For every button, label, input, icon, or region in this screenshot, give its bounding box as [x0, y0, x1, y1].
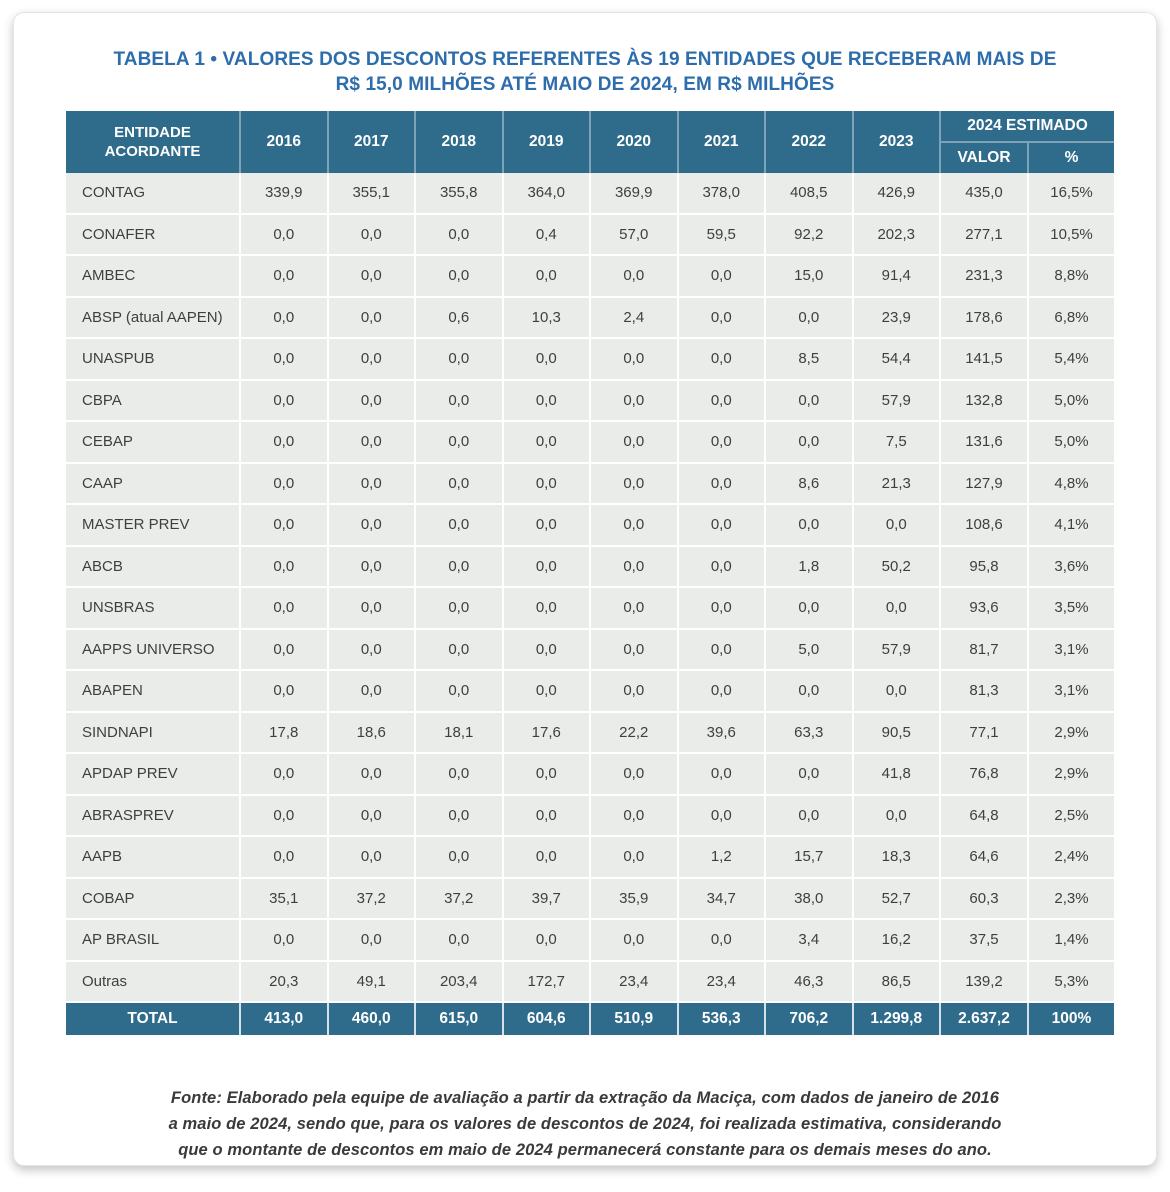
value-cell: 2,9%: [1029, 713, 1114, 755]
value-cell: 23,4: [679, 962, 767, 1004]
source-note-line2: a maio de 2024, sendo que, para os valores de descontos de 2024, foi realizada estimativa, considerando: [168, 1115, 1002, 1133]
source-note: [14, 1085, 1156, 1163]
value-cell: 0,0: [679, 298, 767, 340]
value-cell: 0,0: [241, 671, 329, 713]
entity-header-line1: ENTIDADE: [114, 124, 191, 141]
value-cell: 0,0: [329, 422, 417, 464]
year-header-2023: 2023: [854, 111, 942, 173]
value-cell: 0,0: [504, 381, 592, 423]
value-cell: 0,0: [504, 630, 592, 672]
value-cell: 0,0: [416, 796, 504, 838]
value-cell: 0,0: [241, 588, 329, 630]
entity-cell: ABRASPREV: [66, 796, 241, 838]
year-header-2018: 2018: [416, 111, 504, 173]
value-cell: 0,0: [679, 339, 767, 381]
value-cell: 23,4: [591, 962, 679, 1004]
value-cell: 2,9%: [1029, 754, 1114, 796]
value-cell: 38,0: [766, 879, 854, 921]
value-cell: 0,0: [329, 339, 417, 381]
value-cell: 18,3: [854, 837, 942, 879]
value-cell: 63,3: [766, 713, 854, 755]
value-cell: 0,0: [329, 671, 417, 713]
value-cell: 0,6: [416, 298, 504, 340]
table-row: [66, 422, 1114, 464]
year-header-2019: 2019: [504, 111, 592, 173]
value-cell: 0,0: [766, 381, 854, 423]
total-value-cell: 413,0: [241, 1003, 329, 1035]
value-cell: 8,5: [766, 339, 854, 381]
value-cell: 0,0: [329, 920, 417, 962]
value-cell: 0,0: [416, 505, 504, 547]
value-cell: 0,0: [416, 464, 504, 506]
value-cell: 49,1: [329, 962, 417, 1004]
value-cell: 355,1: [329, 173, 417, 215]
value-cell: 91,4: [854, 256, 942, 298]
value-cell: 0,0: [766, 588, 854, 630]
value-cell: 8,8%: [1029, 256, 1114, 298]
value-cell: 0,0: [416, 588, 504, 630]
value-cell: 0,0: [504, 837, 592, 879]
table-row: [66, 256, 1114, 298]
value-cell: 0,0: [241, 796, 329, 838]
value-cell: 23,9: [854, 298, 942, 340]
total-value-cell: 510,9: [591, 1003, 679, 1035]
value-cell: 172,7: [504, 962, 592, 1004]
value-cell: 46,3: [766, 962, 854, 1004]
value-cell: 2,4%: [1029, 837, 1114, 879]
table-row: [66, 298, 1114, 340]
value-cell: 92,2: [766, 215, 854, 257]
value-cell: 0,0: [679, 754, 767, 796]
table-row: [66, 837, 1114, 879]
entity-cell: CONTAG: [66, 173, 241, 215]
value-cell: 0,0: [329, 588, 417, 630]
value-cell: 50,2: [854, 547, 942, 589]
value-cell: 18,1: [416, 713, 504, 755]
estimate-2024-header: 2024 ESTIMADO: [941, 111, 1114, 143]
value-cell: 203,4: [416, 962, 504, 1004]
value-cell: 0,0: [854, 588, 942, 630]
value-cell: 0,0: [766, 422, 854, 464]
value-cell: 0,0: [679, 256, 767, 298]
value-cell: 81,3: [941, 671, 1029, 713]
year-header-2020: 2020: [591, 111, 679, 173]
value-cell: 0,0: [766, 796, 854, 838]
entity-cell: SINDNAPI: [66, 713, 241, 755]
year-header-2021: 2021: [679, 111, 767, 173]
value-cell: 355,8: [416, 173, 504, 215]
value-cell: 0,0: [591, 547, 679, 589]
table-header: [66, 111, 1114, 173]
value-cell: 0,0: [241, 298, 329, 340]
value-cell: 0,0: [241, 547, 329, 589]
value-cell: 5,0%: [1029, 422, 1114, 464]
value-cell: 15,0: [766, 256, 854, 298]
value-cell: 0,0: [504, 339, 592, 381]
value-cell: 3,6%: [1029, 547, 1114, 589]
table-row: [66, 630, 1114, 672]
value-cell: 0,0: [591, 796, 679, 838]
value-cell: 0,0: [591, 588, 679, 630]
report-card: [13, 12, 1157, 1166]
value-cell: 0,0: [504, 920, 592, 962]
value-cell: 364,0: [504, 173, 592, 215]
value-cell: 39,7: [504, 879, 592, 921]
value-cell: 21,3: [854, 464, 942, 506]
value-cell: 52,7: [854, 879, 942, 921]
value-cell: 0,0: [766, 754, 854, 796]
value-cell: 0,0: [504, 547, 592, 589]
value-cell: 0,0: [329, 754, 417, 796]
value-cell: 3,5%: [1029, 588, 1114, 630]
value-cell: 2,5%: [1029, 796, 1114, 838]
value-cell: 0,0: [679, 671, 767, 713]
value-cell: 0,0: [329, 547, 417, 589]
value-cell: 0,0: [329, 464, 417, 506]
value-cell: 35,9: [591, 879, 679, 921]
value-cell: 2,4: [591, 298, 679, 340]
value-cell: 0,0: [241, 464, 329, 506]
value-cell: 10,5%: [1029, 215, 1114, 257]
value-cell: 5,4%: [1029, 339, 1114, 381]
value-cell: 0,0: [416, 671, 504, 713]
year-header-2017: 2017: [329, 111, 417, 173]
entity-cell: AAPPS UNIVERSO: [66, 630, 241, 672]
value-cell: 408,5: [766, 173, 854, 215]
value-cell: 5,0%: [1029, 381, 1114, 423]
value-cell: 0,0: [679, 630, 767, 672]
value-cell: 57,9: [854, 381, 942, 423]
entity-cell: MASTER PREV: [66, 505, 241, 547]
table-title-line2: R$ 15,0 MILHÕES ATÉ MAIO DE 2024, EM R$ MILHÕES: [335, 74, 835, 95]
entity-cell: AMBEC: [66, 256, 241, 298]
value-cell: 139,2: [941, 962, 1029, 1004]
table-row: [66, 173, 1114, 215]
entity-cell: CONAFER: [66, 215, 241, 257]
value-cell: 0,0: [679, 547, 767, 589]
entity-cell: COBAP: [66, 879, 241, 921]
total-value-cell: 100%: [1029, 1003, 1114, 1035]
table-row: [66, 464, 1114, 506]
entity-cell: AP BRASIL: [66, 920, 241, 962]
value-cell: 2,3%: [1029, 879, 1114, 921]
value-cell: 0,0: [504, 464, 592, 506]
value-cell: 37,2: [416, 879, 504, 921]
value-cell: 8,6: [766, 464, 854, 506]
value-cell: 20,3: [241, 962, 329, 1004]
source-note-line1: Fonte: Elaborado pela equipe de avaliação a partir da extração da Maciça, com dados de janeiro de 2016: [170, 1089, 1000, 1107]
value-cell: 64,8: [941, 796, 1029, 838]
value-cell: 426,9: [854, 173, 942, 215]
total-value-cell: 536,3: [679, 1003, 767, 1035]
table-title-line1: TABELA 1 • VALORES DOS DESCONTOS REFERENTES ÀS 19 ENTIDADES QUE RECEBERAM MAIS DE: [113, 49, 1057, 70]
value-cell: 0,0: [854, 796, 942, 838]
value-cell: 0,0: [591, 920, 679, 962]
value-cell: 0,0: [416, 339, 504, 381]
value-cell: 81,7: [941, 630, 1029, 672]
value-cell: 0,0: [591, 339, 679, 381]
value-cell: 141,5: [941, 339, 1029, 381]
value-cell: 0,0: [416, 215, 504, 257]
table-row: [66, 671, 1114, 713]
value-cell: 127,9: [941, 464, 1029, 506]
value-cell: 7,5: [854, 422, 942, 464]
table-row: [66, 879, 1114, 921]
value-cell: 0,0: [504, 256, 592, 298]
total-row: [66, 1003, 1114, 1035]
entity-cell: CEBAP: [66, 422, 241, 464]
total-value-cell: 2.637,2: [941, 1003, 1029, 1035]
value-cell: 16,2: [854, 920, 942, 962]
value-cell: 277,1: [941, 215, 1029, 257]
table-body: [66, 173, 1114, 1035]
value-cell: 10,3: [504, 298, 592, 340]
value-cell: 5,0: [766, 630, 854, 672]
total-label-cell: TOTAL: [66, 1003, 241, 1035]
value-cell: 0,0: [329, 381, 417, 423]
value-cell: 0,0: [504, 588, 592, 630]
value-cell: 0,0: [329, 505, 417, 547]
value-cell: 0,0: [679, 920, 767, 962]
entity-cell: Outras: [66, 962, 241, 1004]
total-value-cell: 615,0: [416, 1003, 504, 1035]
entity-cell: UNASPUB: [66, 339, 241, 381]
value-cell: 0,0: [504, 671, 592, 713]
value-cell: 37,5: [941, 920, 1029, 962]
value-cell: 0,0: [854, 505, 942, 547]
valor-subheader: VALOR: [941, 143, 1029, 173]
value-cell: 0,0: [241, 920, 329, 962]
value-cell: 0,0: [241, 754, 329, 796]
entity-cell: APDAP PREV: [66, 754, 241, 796]
value-cell: 86,5: [854, 962, 942, 1004]
value-cell: 76,8: [941, 754, 1029, 796]
value-cell: 0,0: [241, 422, 329, 464]
value-cell: 0,0: [329, 837, 417, 879]
value-cell: 0,0: [416, 381, 504, 423]
value-cell: 57,0: [591, 215, 679, 257]
value-cell: 0,0: [766, 298, 854, 340]
entity-cell: ABCB: [66, 547, 241, 589]
value-cell: 0,0: [679, 381, 767, 423]
value-cell: 0,0: [591, 422, 679, 464]
value-cell: 0,0: [416, 547, 504, 589]
discounts-table: [66, 111, 1114, 1035]
value-cell: 0,0: [679, 588, 767, 630]
entity-cell: CAAP: [66, 464, 241, 506]
value-cell: 0,0: [504, 754, 592, 796]
value-cell: 6,8%: [1029, 298, 1114, 340]
value-cell: 60,3: [941, 879, 1029, 921]
entity-cell: AAPB: [66, 837, 241, 879]
value-cell: 54,4: [854, 339, 942, 381]
value-cell: 132,8: [941, 381, 1029, 423]
value-cell: 0,0: [329, 796, 417, 838]
value-cell: 39,6: [679, 713, 767, 755]
value-cell: 202,3: [854, 215, 942, 257]
table-row: [66, 754, 1114, 796]
value-cell: 37,2: [329, 879, 417, 921]
value-cell: 0,0: [416, 256, 504, 298]
value-cell: 0,0: [591, 837, 679, 879]
value-cell: 0,0: [241, 215, 329, 257]
value-cell: 0,0: [504, 505, 592, 547]
table-row: [66, 713, 1114, 755]
percent-subheader: %: [1029, 143, 1114, 173]
value-cell: 3,1%: [1029, 630, 1114, 672]
value-cell: 4,8%: [1029, 464, 1114, 506]
value-cell: 41,8: [854, 754, 942, 796]
value-cell: 0,0: [241, 505, 329, 547]
value-cell: 0,0: [679, 464, 767, 506]
table-row: [66, 339, 1114, 381]
value-cell: 17,8: [241, 713, 329, 755]
value-cell: 369,9: [591, 173, 679, 215]
value-cell: 0,0: [591, 464, 679, 506]
value-cell: 0,0: [329, 215, 417, 257]
value-cell: 0,0: [504, 422, 592, 464]
value-cell: 16,5%: [1029, 173, 1114, 215]
value-cell: 59,5: [679, 215, 767, 257]
value-cell: 22,2: [591, 713, 679, 755]
entity-cell: UNSBRAS: [66, 588, 241, 630]
value-cell: 64,6: [941, 837, 1029, 879]
value-cell: 3,1%: [1029, 671, 1114, 713]
value-cell: 0,0: [329, 630, 417, 672]
value-cell: 35,1: [241, 879, 329, 921]
table-row: [66, 381, 1114, 423]
value-cell: 0,0: [679, 505, 767, 547]
value-cell: 0,0: [329, 256, 417, 298]
value-cell: 0,0: [679, 796, 767, 838]
value-cell: 0,0: [416, 754, 504, 796]
value-cell: 0,0: [241, 837, 329, 879]
value-cell: 0,0: [854, 671, 942, 713]
value-cell: 1,2: [679, 837, 767, 879]
value-cell: 57,9: [854, 630, 942, 672]
value-cell: 18,6: [329, 713, 417, 755]
value-cell: 0,0: [416, 920, 504, 962]
value-cell: 90,5: [854, 713, 942, 755]
value-cell: 17,6: [504, 713, 592, 755]
table-row: [66, 547, 1114, 589]
source-note-line3: que o montante de descontos em maio de 2024 permanecerá constante para os demais meses do ano.: [178, 1141, 992, 1159]
value-cell: 0,0: [591, 671, 679, 713]
value-cell: 0,0: [679, 422, 767, 464]
value-cell: 0,0: [241, 256, 329, 298]
value-cell: 1,4%: [1029, 920, 1114, 962]
year-header-2022: 2022: [766, 111, 854, 173]
table-row: [66, 920, 1114, 962]
value-cell: 178,6: [941, 298, 1029, 340]
value-cell: 0,0: [241, 381, 329, 423]
value-cell: 95,8: [941, 547, 1029, 589]
entity-header-line2: ACORDANTE: [104, 143, 201, 160]
total-value-cell: 706,2: [766, 1003, 854, 1035]
value-cell: 0,0: [329, 298, 417, 340]
value-cell: 0,0: [241, 339, 329, 381]
value-cell: 0,0: [766, 505, 854, 547]
total-value-cell: 1.299,8: [854, 1003, 942, 1035]
table-title: [14, 47, 1156, 97]
value-cell: 378,0: [679, 173, 767, 215]
value-cell: 5,3%: [1029, 962, 1114, 1004]
value-cell: 0,0: [591, 381, 679, 423]
entity-cell: CBPA: [66, 381, 241, 423]
value-cell: 0,0: [591, 256, 679, 298]
entity-cell: ABAPEN: [66, 671, 241, 713]
value-cell: 131,6: [941, 422, 1029, 464]
table-row: [66, 588, 1114, 630]
table-row: [66, 962, 1114, 1004]
value-cell: 1,8: [766, 547, 854, 589]
value-cell: 0,0: [766, 671, 854, 713]
table-row: [66, 215, 1114, 257]
value-cell: 3,4: [766, 920, 854, 962]
value-cell: 0,4: [504, 215, 592, 257]
value-cell: 4,1%: [1029, 505, 1114, 547]
total-value-cell: 460,0: [329, 1003, 417, 1035]
value-cell: 93,6: [941, 588, 1029, 630]
value-cell: 0,0: [591, 505, 679, 547]
year-header-2016: 2016: [241, 111, 329, 173]
value-cell: 0,0: [416, 837, 504, 879]
value-cell: 0,0: [591, 754, 679, 796]
value-cell: 108,6: [941, 505, 1029, 547]
total-value-cell: 604,6: [504, 1003, 592, 1035]
entity-column-header: [66, 111, 241, 173]
value-cell: 0,0: [241, 630, 329, 672]
value-cell: 34,7: [679, 879, 767, 921]
value-cell: 0,0: [416, 630, 504, 672]
value-cell: 0,0: [504, 796, 592, 838]
value-cell: 435,0: [941, 173, 1029, 215]
value-cell: 77,1: [941, 713, 1029, 755]
value-cell: 0,0: [416, 422, 504, 464]
entity-cell: ABSP (atual AAPEN): [66, 298, 241, 340]
value-cell: 15,7: [766, 837, 854, 879]
table-row: [66, 505, 1114, 547]
value-cell: 231,3: [941, 256, 1029, 298]
value-cell: 339,9: [241, 173, 329, 215]
value-cell: 0,0: [591, 630, 679, 672]
table-row: [66, 796, 1114, 838]
